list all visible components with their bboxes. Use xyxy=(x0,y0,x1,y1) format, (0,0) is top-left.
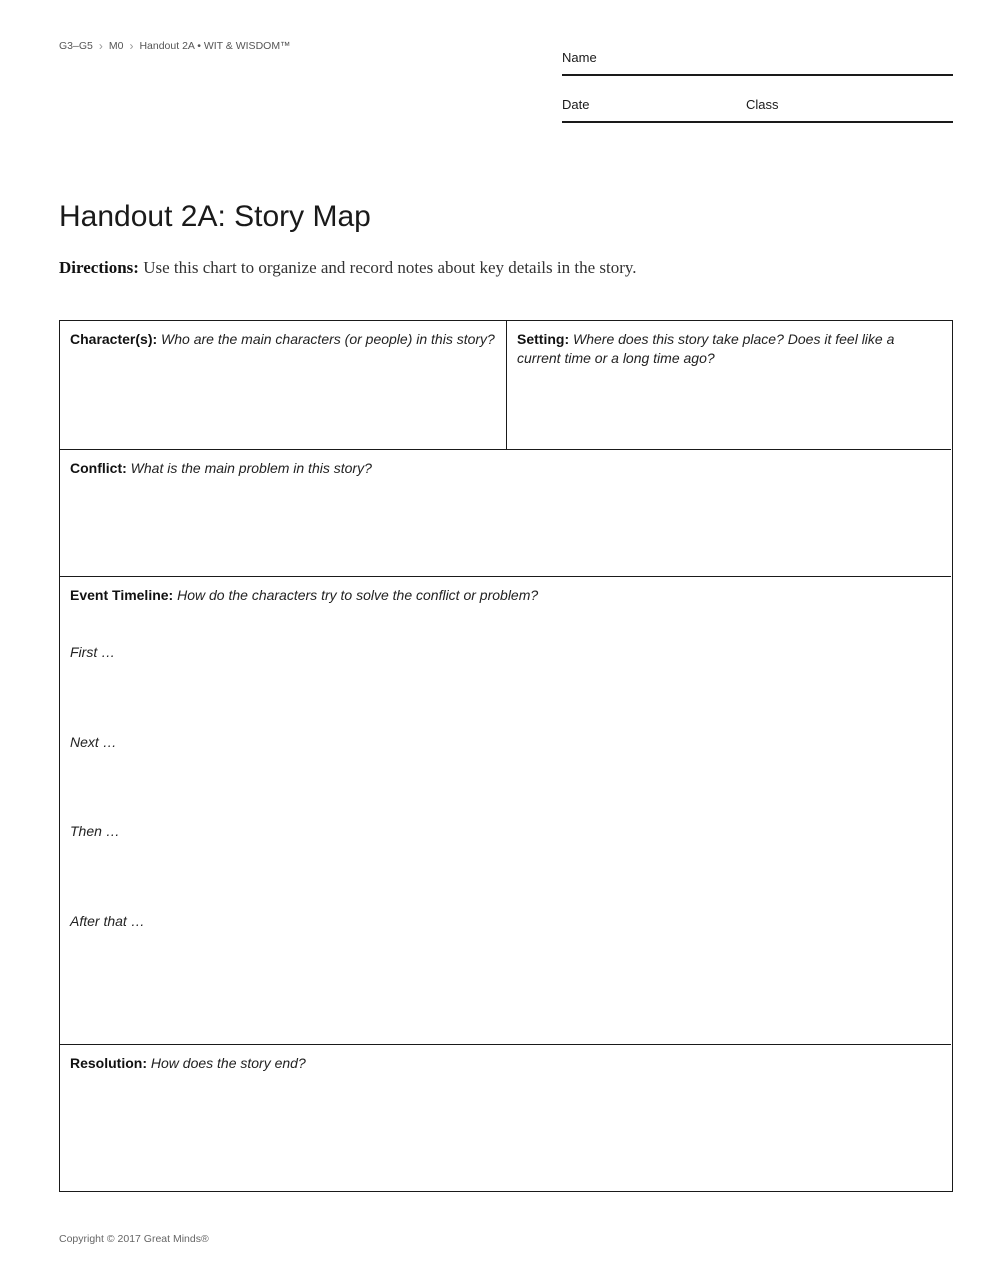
event-timeline-label: Event Timeline: xyxy=(70,587,174,603)
resolution-cell[interactable] xyxy=(60,1045,951,1190)
setting-cell[interactable] xyxy=(507,321,951,450)
characters-prompt: Who are the main characters (or people) in this story? xyxy=(157,331,495,347)
breadcrumb xyxy=(59,39,291,53)
date-label: Date xyxy=(562,97,590,112)
timeline-step-after-that: After that … xyxy=(70,913,145,929)
timeline-step-next: Next … xyxy=(70,734,117,750)
date-class-field[interactable] xyxy=(562,97,953,123)
characters-cell[interactable] xyxy=(60,321,507,450)
setting-label: Setting: xyxy=(517,331,570,347)
name-label: Name xyxy=(562,50,597,65)
breadcrumb-module: M0 xyxy=(108,40,124,52)
breadcrumb-grade: G3–G5 xyxy=(59,40,93,52)
directions-text: Use this chart to organize and record notes about key details in the story. xyxy=(138,258,637,277)
chevron-right-icon: › xyxy=(98,39,103,53)
directions xyxy=(59,258,637,278)
chevron-right-icon: › xyxy=(129,39,134,53)
conflict-cell[interactable] xyxy=(60,450,951,577)
timeline-step-then: Then … xyxy=(70,823,120,839)
copyright-footer: Copyright © 2017 Great Minds® xyxy=(59,1233,209,1245)
page-title: Handout 2A: Story Map xyxy=(59,200,371,233)
setting-prompt: Where does this story take place? Does it feel like a current time or a long time ago? xyxy=(517,331,895,366)
resolution-label: Resolution: xyxy=(70,1055,147,1071)
conflict-label: Conflict: xyxy=(70,460,127,476)
conflict-prompt: What is the main problem in this story? xyxy=(126,460,372,476)
timeline-step-first: First … xyxy=(70,644,116,660)
resolution-prompt: How does the story end? xyxy=(147,1055,306,1071)
story-map-table xyxy=(59,320,953,1192)
breadcrumb-document: Handout 2A • WIT & WISDOM™ xyxy=(139,40,291,52)
directions-label: Directions: xyxy=(59,258,139,277)
event-timeline-cell[interactable] xyxy=(60,577,951,1045)
characters-label: Character(s): xyxy=(70,331,158,347)
event-timeline-prompt: How do the characters try to solve the conflict or problem? xyxy=(173,587,539,603)
name-field[interactable] xyxy=(562,50,953,76)
class-label: Class xyxy=(746,97,779,112)
